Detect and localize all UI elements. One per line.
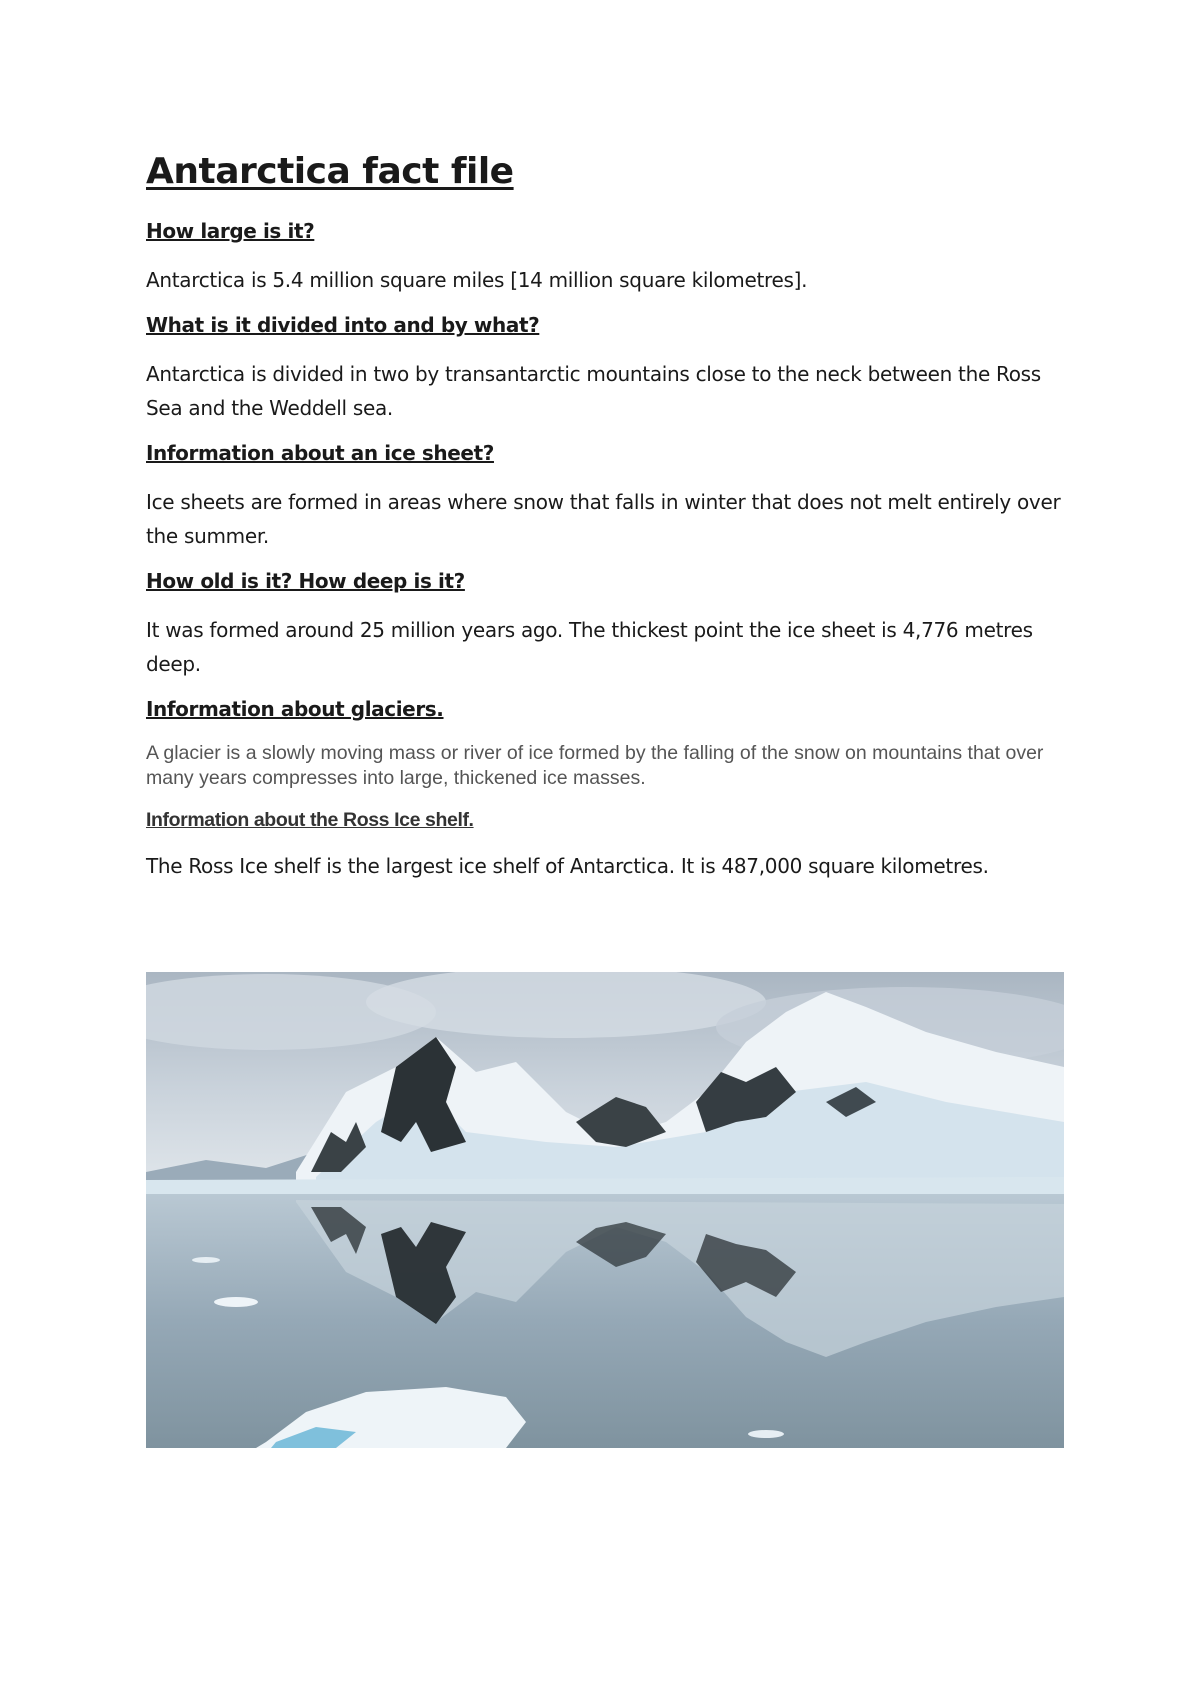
page-title: Antarctica fact file: [146, 151, 514, 192]
question-ross-ice-shelf: Information about the Ross Ice shelf.: [146, 809, 474, 832]
antarctica-landscape-photo: [146, 972, 1064, 1448]
question-age-depth: How old is it? How deep is it?: [146, 569, 465, 594]
answer-division: Antarctica is divided in two by transantarctic mountains close to the neck between the Ross Sea and the Weddell sea.: [146, 362, 1041, 421]
question-size: How large is it?: [146, 219, 315, 244]
answer-ice-sheet: Ice sheets are formed in areas where snow that falls in winter that does not melt entirely over the summer.: [146, 490, 1061, 549]
document-page: [146, 150, 1066, 883]
answer-size: Antarctica is 5.4 million square miles [14 million square kilometres].: [146, 268, 808, 293]
answer-age-depth: It was formed around 25 million years ago. The thickest point the ice sheet is 4,776 metres deep.: [146, 618, 1033, 677]
question-ice-sheet: Information about an ice sheet?: [146, 441, 494, 466]
question-division: What is it divided into and by what?: [146, 313, 540, 338]
question-glaciers: Information about glaciers.: [146, 697, 444, 722]
answer-ross-ice-shelf: The Ross Ice shelf is the largest ice shelf of Antarctica. It is 487,000 square kilometres.: [146, 853, 989, 878]
answer-glaciers: A glacier is a slowly moving mass or river of ice formed by the falling of the snow on mountains that over many years compresses into large, thickened ice masses.: [146, 742, 1044, 790]
